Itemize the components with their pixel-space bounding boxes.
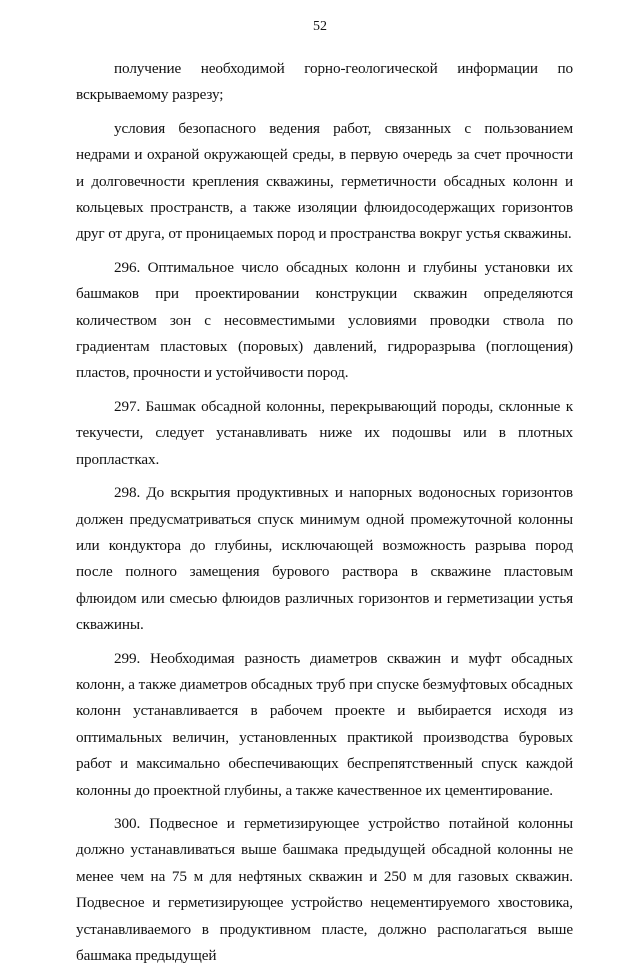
- paragraph-geological-info: получение необходимой горно-геологической информации по вскрываемому разрезу;: [76, 60, 573, 104]
- paragraph-298: 298. До вскрытия продуктивных и напорных водоносных горизонтов должен предусматриваться спуск минимум одной промежуточной колонны или кондуктора до глубины, исключающей возможность разрыва пород после полного замещения бурового раствора в скважине пластовым флюидом или смесью флюидов различных горизонтов и герметизации устья скважины.: [76, 484, 573, 634]
- paragraph-299: 299. Необходимая разность диаметров скважин и муфт обсадных колонн, а также диаметров обсадных труб при спуске безмуфтовых обсадных колонн устанавливается в рабочем проекте и выбирается исходя из оптимальных величин, установленных практикой производства буровых работ и максимально обеспечивающих беспрепятственный спуск каждой колонны до проектной глубины, а также качественное их цементирование.: [76, 649, 573, 799]
- document-body: [76, 56, 573, 969]
- paragraph-safety-conditions: условия безопасного ведения работ, связанных с пользованием недрами и охраной окружающей среды, в первую очередь за счет прочности и долговечности крепления скважины, герметичности обсадных колонн и кольцевых пространств, а также изоляции флюидосодержащих горизонтов друг от друга, от проницаемых пород и пространства вокруг устья скважины.: [76, 119, 573, 243]
- paragraph-297: 297. Башмак обсадной колонны, перекрывающий породы, склонные к текучести, следует устанавливать ниже их подошвы или в плотных пропластках.: [76, 397, 573, 468]
- paragraph-296: 296. Оптимальное число обсадных колонн и глубины установки их башмаков при проектировании конструкции скважин определяются количеством зон с несовместимыми условиями проводки ствола по градиентам пластовых (поровых) давлений, гидроразрыва (поглощения) пластов, прочности и устойчивости пород.: [76, 258, 573, 382]
- page-number: 52: [313, 19, 327, 34]
- paragraph-300: 300. Подвесное и герметизирующее устройство потайной колонны должно устанавливаться выше башмака предыдущей обсадной колонны не менее чем на 75 м для нефтяных скважин и 250 м для газовых скважин. Подвесное и герметизирующее устройство нецементируемого хвостовика, устанавливаемого в продуктивном пласте, должно располагаться выше башмака предыдущей: [76, 814, 573, 964]
